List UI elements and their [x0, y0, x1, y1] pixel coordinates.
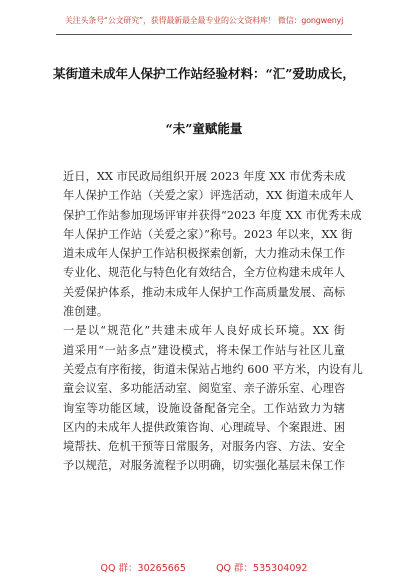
- document-title-line-1: 某街道未成年人保护工作站经验材料：“汇”爱助成长，: [53, 66, 355, 81]
- body-line: 关爱保护体系，推动未成年人保护工作高质量发展、高标: [63, 285, 346, 299]
- body-line: 询室等功能区域，设施设备配备完全。工作站致力为辖: [63, 401, 345, 415]
- header-divider: [56, 34, 352, 35]
- body-line: 专业化、规范化与特色化有效结合，全方位构建未成年人: [63, 266, 346, 280]
- body-line: 年人保护工作站（关爱之家）”称号。2023 年以来，XX 街: [63, 227, 353, 241]
- body-line: 年人保护工作站（关爱之家）评选活动，XX 街道未成年人: [63, 189, 354, 203]
- body-line: 童会议室、多功能活动室、阅览室、亲子游乐室、心理咨: [63, 382, 346, 396]
- body-line: 区内的未成年人提供政策咨询、心理疏导、个案跟进、困: [63, 420, 346, 434]
- body-line: 一是以“规范化”共建未成年人良好成长环境。XX 街: [63, 324, 345, 338]
- body-line: 准创建。: [63, 305, 109, 319]
- footer-qq-groups: QQ 群：30265665 QQ 群：535304092: [100, 563, 308, 574]
- body-line: 近日，XX 市民政局组织开展 2023 年度 XX 市优秀未成: [63, 170, 346, 183]
- document-title-line-2: “未”童赋能量: [165, 121, 243, 136]
- body-line: 予以规范，对服务流程予以明确，切实强化基层未保工作: [63, 459, 346, 473]
- body-line: 保护工作站参加现场评审并获得“2023 年度 XX 市优秀未成: [63, 208, 362, 222]
- body-line: 关爱点有序衔接，街道未保站占地约 600 平方米，内设有儿: [63, 362, 363, 376]
- header-banner: 关注头条号“公文研究”，获得最新最全最专业的公文资料库！ 微信：gongwenyj: [64, 16, 344, 25]
- document-body: [63, 167, 363, 476]
- body-line: 道采用“一站多点”建设模式，将未保工作站与社区儿童: [63, 343, 345, 357]
- body-line: 境帮扶、危机干预等日常服务，对服务内容、方法、安全: [63, 440, 346, 454]
- body-line: 道未成年人保护工作站积极探索创新，大力推动未保工作: [63, 247, 346, 261]
